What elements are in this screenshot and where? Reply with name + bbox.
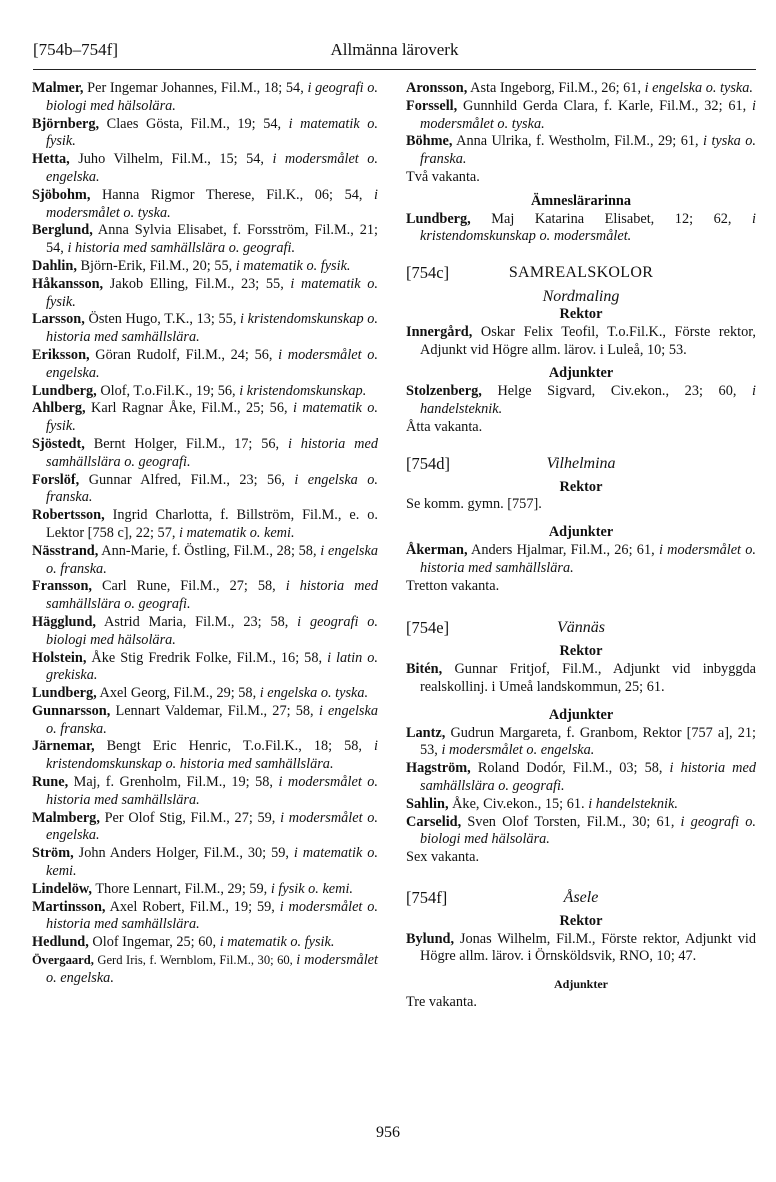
section-title: SAMREALSKOLOR	[508, 264, 654, 282]
running-title: Allmänna läroverk	[330, 40, 459, 59]
entry: Sjöbohm, Hanna Rigmor Therese, Fil.K., 06; 54, i modersmålet o. tyska.	[32, 186, 378, 221]
subheading-rektor: Rektor	[559, 305, 603, 322]
entry: Hagström, Roland Dodór, Fil.M., 03; 58, i historia med samhällslära o. geografi.	[406, 760, 756, 794]
entry: Innergård, Oskar Felix Teofil, T.o.Fil.K., Förste rektor, Adjunkt vid Högre allm. lärov. i Luleå, 10; 53.	[406, 323, 756, 358]
entry: Gunnarsson, Lennart Valdemar, Fil.M., 27; 58, i engelska o. franska.	[32, 702, 378, 737]
page-number: 956	[376, 1124, 400, 1141]
entry: Larsson, Östen Hugo, T.K., 13; 55, i kristendomskunskap o. historia med samhällslära.	[32, 311, 378, 346]
entry: Lantz, Gudrun Margareta, f. Granbom, Rektor [757 a], 21; 53, i modersmålet o. engelska.	[406, 724, 756, 759]
entry: Järnemar, Bengt Eric Henric, T.o.Fil.K., 18; 58, i kristendomskunskap o. historia med samhällslära.	[32, 738, 378, 773]
entry: Lundberg, Olof, T.o.Fil.K., 19; 56, i kristendomskunskap.	[32, 382, 367, 399]
subheading-rektor: Rektor	[559, 912, 603, 929]
entry: Håkansson, Jakob Elling, Fil.M., 23; 55, i matematik o. fysik.	[32, 275, 378, 310]
entry: Aronsson, Asta Ingeborg, Fil.M., 26; 61, i engelska o. tyska.	[406, 80, 753, 96]
entry: Rune, Maj, f. Grenholm, Fil.M., 19; 58, i modersmålet o. historia med samhällslära.	[32, 774, 378, 808]
section-code: [754e]	[406, 618, 450, 638]
entry: Hedlund, Olof Ingemar, 25; 60, i matematik o. fysik.	[32, 934, 335, 951]
entry: Forslöf, Gunnar Alfred, Fil.M., 23; 56, i engelska o. franska.	[32, 471, 378, 506]
entry: Åkerman, Anders Hjalmar, Fil.M., 26; 61, i modersmålet o. historia med samhällslära.	[406, 541, 757, 576]
section-heading-754d	[406, 455, 756, 477]
subheading-amneslararinna: Ämneslärarinna	[530, 192, 632, 209]
left-column	[32, 80, 378, 988]
right-column	[406, 80, 756, 1012]
entry: Lundberg, Axel Georg, Fil.M., 29; 58, i engelska o. tyska.	[32, 685, 369, 702]
vacancies: Två vakanta.	[406, 168, 480, 185]
entry: Böhme, Anna Ulrika, f. Westholm, Fil.M., 29; 61, i tyska o. franska.	[406, 133, 756, 168]
section-heading-754c	[406, 264, 756, 286]
entry: Malmberg, Per Olof Stig, Fil.M., 27; 59, i modersmålet o. engelska.	[32, 809, 379, 844]
entry: Forssell, Gunnhild Gerda Clara, f. Karle, Fil.M., 32; 61, i modersmålet o. tyska.	[406, 97, 756, 132]
vacancies: Sex vakanta.	[406, 849, 480, 866]
section-code: [754f]	[406, 887, 448, 907]
vacancies: Tre vakanta.	[406, 994, 477, 1011]
entry: Holstein, Åke Stig Fredrik Folke, Fil.M., 16; 58, i latin o. grekiska.	[32, 649, 379, 684]
rektor-note: Se komm. gymn. [757].	[406, 496, 542, 513]
subheading-adjunkter: Adjunkter	[553, 977, 608, 992]
entry: Övergaard, Gerd Iris, f. Wernblom, Fil.M., 30; 60, i modersmålet o. engelska.	[32, 952, 378, 986]
entry: Hägglund, Astrid Maria, Fil.M., 23; 58, i geografi o. biologi med hälsolära.	[32, 613, 378, 648]
place-name: Nordmaling	[542, 288, 620, 306]
place-name: Vilhelmina	[546, 454, 616, 472]
place-name: Vännäs	[557, 619, 605, 637]
entry: Martinsson, Axel Robert, Fil.M., 19; 59, i modersmålet o. historia med samhällslära.	[32, 898, 379, 933]
entry: Fransson, Carl Rune, Fil.M., 27; 58, i historia med samhällslära o. geografi.	[32, 578, 378, 613]
section-range: [754b–754f]	[33, 40, 118, 59]
entry: Eriksson, Göran Rudolf, Fil.M., 24; 56, i modersmålet o. engelska.	[32, 346, 378, 381]
place-name: Åsele	[563, 888, 599, 906]
page-header	[33, 40, 756, 64]
entry: Ström, John Anders Holger, Fil.M., 30; 59, i matematik o. kemi.	[32, 845, 378, 880]
entry: Lundberg, Maj Katarina Elisabet, 12; 62, i kristendomskunskap o. modersmålet.	[406, 210, 756, 245]
subheading-adjunkter: Adjunkter	[548, 524, 614, 541]
entry: Ahlberg, Karl Ragnar Åke, Fil.M., 25; 56, i matematik o. fysik.	[32, 400, 378, 435]
vacancies: Tretton vakanta.	[406, 577, 500, 594]
subheading-adjunkter: Adjunkter	[548, 706, 614, 723]
entry: Dahlin, Björn-Erik, Fil.M., 20; 55, i matematik o. fysik.	[32, 257, 351, 274]
header-rule	[33, 69, 756, 70]
entry: Malmer, Per Ingemar Johannes, Fil.M., 18; 54, i geografi o. biologi med hälsolära.	[32, 80, 378, 114]
entry: Hetta, Juho Vilhelm, Fil.M., 15; 54, i modersmålet o. engelska.	[32, 151, 378, 185]
entry: Bylund, Jonas Wilhelm, Fil.M., Förste rektor, Adjunkt vid Högre allm. lärov. i Örnsköldsvik, RNO, 10; 47.	[406, 930, 756, 965]
section-heading-754e	[406, 619, 756, 641]
section-code: [754c]	[406, 263, 450, 283]
entry: Bitén, Gunnar Fritjof, Fil.M., Adjunkt vid inbyggda realskollinj. i Umeå landskommun, 25; 61.	[406, 661, 756, 695]
entry: Carselid, Sven Olof Torsten, Fil.M., 30; 61, i geografi o. biologi med hälsolära.	[406, 813, 756, 848]
subheading-rektor: Rektor	[559, 478, 603, 495]
entry: Berglund, Anna Sylvia Elisabet, f. Forsström, Fil.M., 21; 54, i historia med samhällslära o. geografi.	[32, 222, 378, 257]
entry: Björnberg, Claes Gösta, Fil.M., 19; 54, i matematik o. fysik.	[32, 115, 378, 150]
section-code: [754d]	[406, 453, 450, 473]
subheading-rektor: Rektor	[559, 643, 603, 660]
entry: Sahlin, Åke, Civ.ekon., 15; 61. i handelsteknik.	[406, 795, 678, 812]
section-heading-754f	[406, 889, 756, 911]
entry: Sjöstedt, Bernt Holger, Fil.M., 17; 56, i historia med samhällslära o. geografi.	[32, 435, 378, 470]
entry: Stolzenberg, Helge Sigvard, Civ.ekon., 23; 60, i handelsteknik.	[406, 383, 756, 417]
entry: Lindelöw, Thore Lennart, Fil.M., 29; 59, i fysik o. kemi.	[32, 880, 354, 897]
subheading-adjunkter: Adjunkter	[548, 365, 614, 382]
entry: Robertsson, Ingrid Charlotta, f. Billström, Fil.M., e. o. Lektor [758 c], 22; 57, i matematik o. kemi.	[32, 507, 378, 541]
vacancies: Åtta vakanta.	[406, 418, 483, 435]
entry: Nässtrand, Ann-Marie, f. Östling, Fil.M., 28; 58, i engelska o. franska.	[32, 542, 378, 577]
